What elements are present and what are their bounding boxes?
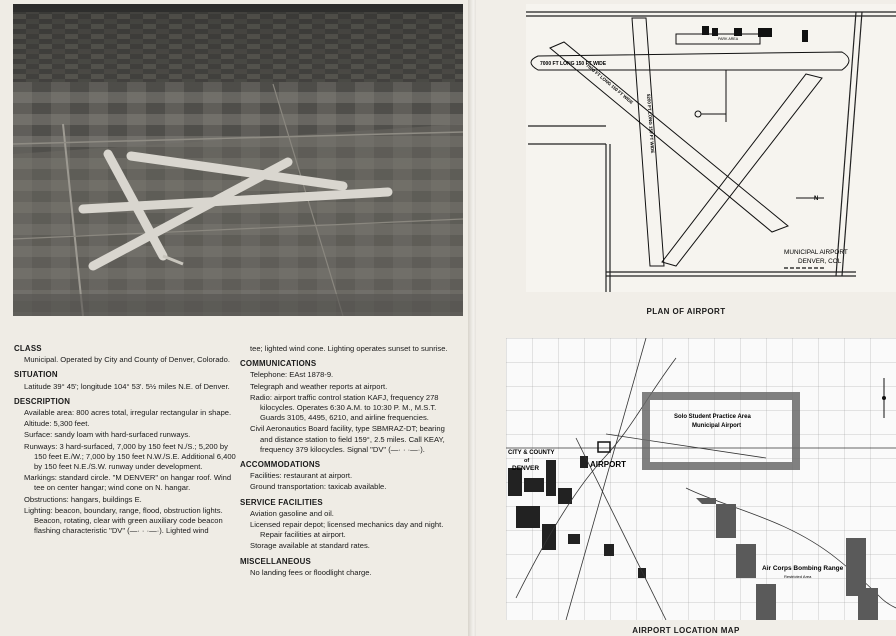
comm-telegraph: Telegraph and weather reports at airport.: [250, 381, 388, 391]
section-heading: SITUATION: [14, 370, 58, 380]
map-caption: AIRPORT LOCATION MAP: [632, 626, 740, 635]
right-page: [476, 0, 896, 636]
airport-plan-drawing: [526, 4, 896, 292]
service-storage: Storage available at standard rates.: [250, 541, 370, 551]
description-surface: Surface: sandy loam with hard-surfaced runways.: [24, 430, 191, 440]
lighting-continued-text: tee; lighted wind cone. Lighting operates sunset to sunrise.: [250, 344, 448, 353]
location-map-svg: [506, 338, 896, 620]
runway-ew-label: 7000 FT LONG 150 FT WIDE: [540, 61, 607, 67]
airport-map-label: AIRPORT: [590, 460, 626, 469]
aerial-photo: [13, 4, 463, 316]
description-obstructions: Obstructions: hangars, buildings E.: [24, 494, 142, 504]
section-heading: COMMUNICATIONS: [240, 359, 317, 369]
situation-text: Latitude 39° 45'; longitude 104° 53'. 5½ miles N.E. of Denver.: [24, 381, 230, 391]
comm-caa: Civil Aeronautics Board facility, type SBMRAZ-DT; bearing and distance station to field 159°, 2.5 miles. Call KEAY, frequency 379 kilocycles. Signal "DV" (—· · ·—·).: [250, 424, 445, 454]
aerial-photo-image: [13, 4, 463, 316]
north-arrow-label: N: [814, 196, 819, 202]
section-heading: ACCOMMODATIONS: [240, 460, 321, 470]
restricted-area-label: Restricted Area: [784, 574, 812, 579]
city-label-3: DENVER: [512, 465, 540, 472]
section-communications: [240, 359, 454, 455]
lighting-continued: [240, 344, 454, 354]
airport-plan-svg: [526, 4, 896, 292]
description-runways: Runways: 3 hard-surfaced, 7,000 by 150 feet N./S.; 5,200 by 150 feet E./W.; 7,000 by 150 feet N.W./S.E. Additional 6,400 by 150 feet N.E./S.W. runway under development.: [24, 441, 236, 472]
section-heading: DESCRIPTION: [14, 396, 71, 406]
section-class: [14, 344, 236, 365]
runway-ns-label: 5200 FT LONG 150 FT WIDE: [646, 93, 656, 154]
description-area: Available area: 800 acres total, irregular rectangular in shape.: [24, 408, 232, 418]
description-lighting: Lighting: beacon, boundary, range, flood, obstruction lights. Beacon, rotating, clear with green auxiliary code beacon flashing characteristic "DV" (—· · ·—·). Lighted wind: [24, 505, 223, 536]
section-situation: [14, 370, 236, 391]
plan-caption: PLAN OF AIRPORT: [646, 307, 726, 316]
comm-radio: Radio: airport traffic control station KAFJ, frequency 278 kilocycles. Operates 6:30 A.M. to 10:30 P. M., M.S.T. Guards 3105, 4495, 6210, and airline frequencies.: [250, 392, 439, 423]
section-accommodations: [240, 460, 454, 493]
location-map-drawing: [506, 338, 896, 620]
section-heading: CLASS: [14, 344, 42, 353]
city-label-1: CITY & COUNTY: [508, 450, 555, 456]
description-altitude: Altitude: 5,300 feet.: [24, 419, 90, 429]
description-markings: Markings: standard circle. "M DENVER" on hangar roof. Wind tee on center hangar; wind cone on N. hangar.: [24, 473, 232, 493]
city-label-2: of: [524, 458, 530, 464]
solo-area-label-1: Solo Student Practice Area: [674, 414, 751, 420]
bombing-range-label: Air Corps Bombing Range: [762, 565, 844, 572]
service-fuel: Aviation gasoline and oil.: [250, 508, 334, 518]
section-heading: MISCELLANEOUS: [240, 556, 311, 566]
info-column-2: [240, 344, 454, 583]
solo-area-label-2: Municipal Airport: [692, 423, 742, 429]
park-area-label: PARK AREA: [718, 37, 739, 41]
section-heading: SERVICE FACILITIES: [240, 497, 323, 507]
runway-nwse-label: 7000 FT LONG 150 FT WIDE: [585, 62, 635, 106]
section-miscellaneous: [240, 557, 454, 578]
comm-telephone: Telephone: EAst 1878-9.: [250, 370, 334, 380]
service-repair: Licensed repair depot; licensed mechanics day and night. Repair facilities at airport.: [250, 520, 444, 540]
class-text: Municipal. Operated by City and County of Denver, Colorado.: [24, 355, 230, 365]
section-service-facilities: [240, 498, 454, 552]
plan-title-line1: MUNICIPAL AIRPORT: [784, 249, 848, 256]
misc-fees: No landing fees or floodlight charge.: [250, 567, 372, 577]
section-description: [14, 397, 236, 537]
info-column-1: [14, 344, 236, 541]
accommodations-transport: Ground transportation: taxicab available.: [250, 482, 387, 492]
plan-title-line2: DENVER, COL: [798, 258, 842, 265]
accommodations-facilities: Facilities: restaurant at airport.: [250, 471, 353, 481]
